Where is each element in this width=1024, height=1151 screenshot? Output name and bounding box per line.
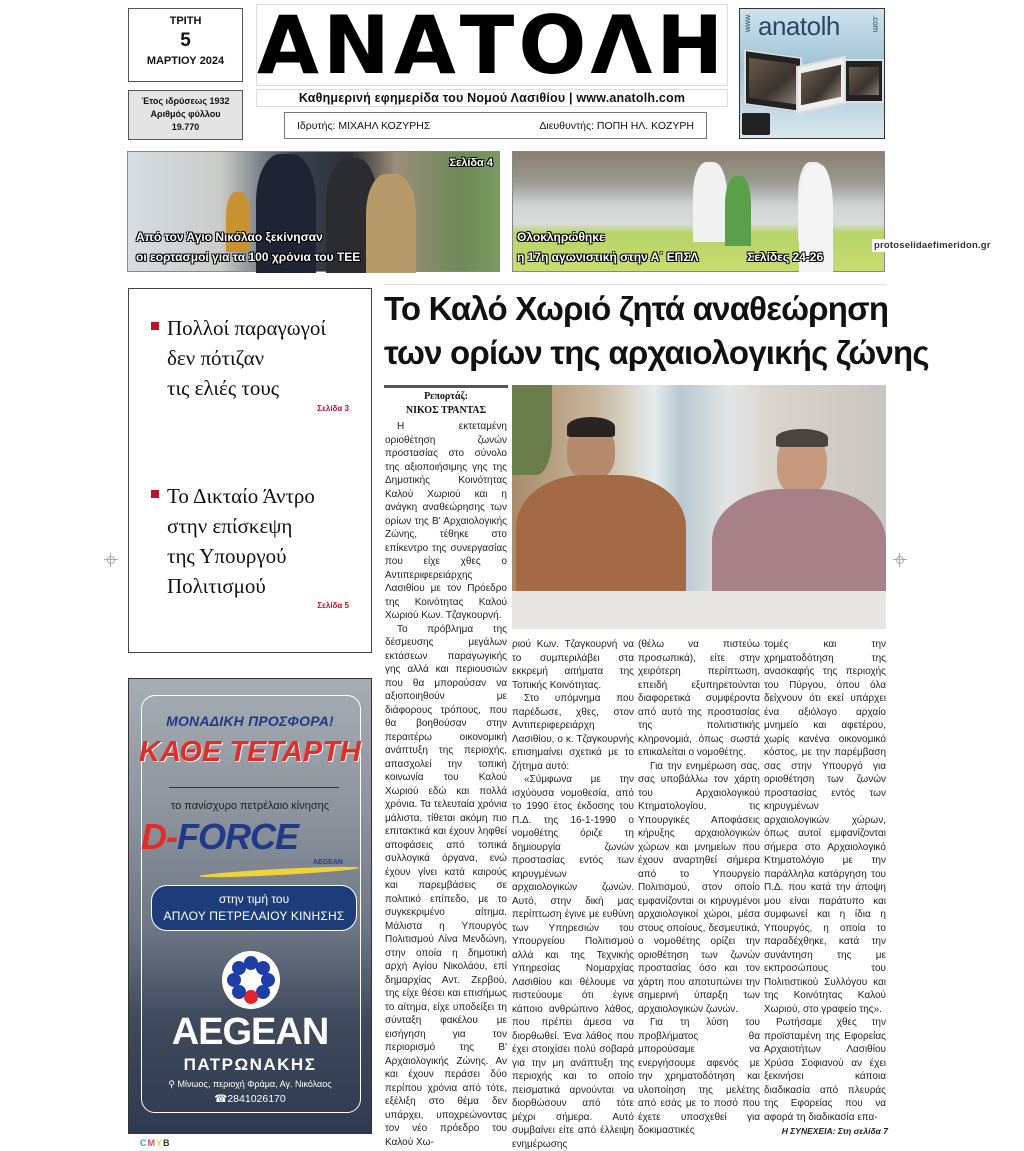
teaser-page-ref: Σελίδα 5 [317,601,349,610]
newspaper-title: ΑΝΑΤΟΛΗ [257,0,728,92]
article-paragraph: «Σύμφωνα με την ισχύουσα νομοθεσία, από το 1990 έτος έκδοσης του Π.Δ. της 16-1-1990 ο νομοθέτης όριζε τη δημιουργία ζωνών προστασίας εντός των κηρυγμένων αρχαιολογικών ζωνών. Αυτό, στην δική μας περίπτωση έγινε με ευθύνη των Υπηρεσιών του Υπουργείου Πολιτισμού αλλά και της Τεχνικής Υπηρεσίας Νομαρχίας Λασιθίου και θέλουμε να πιστεύουμε ότι έγινε κάποιο ανθρώπινο λάθος, που πρέπει άμεσα να διορθωθεί. Ένα λάθος που έχει στοιχίσει πολύ σοβαρά για την μη ανάπτυξη της περιοχής και το οποίο πεισματικά αρνούνται να διορθώσουν από τότε μέχρι σήμερα. Αυτό συμβαίνει είτε από έλλειψη ενημέρωσης [512,774,634,1150]
dforce-logo: D-FORCE [141,816,298,857]
photo-figure [693,162,727,242]
dealer-phone[interactable]: ☎2841026170 [214,1093,286,1105]
date-weekday: ΤΡΙΤΗ [169,15,202,27]
date-month-year: ΜΑΡΤΙΟΥ 2024 [146,55,225,67]
teaser-line: Πολιτισμού [167,574,266,598]
masthead [256,0,728,92]
teasers-box [128,288,372,653]
teaser-line: της Υπουργού [167,544,287,568]
byline-name: ΝΙΚΟΣ ΤΡΑΝΤΑΣ [405,405,487,416]
monitor-illustration [744,49,802,113]
article-byline [384,385,508,418]
aegean-brand: AEGEAN [171,1011,329,1053]
article-paragraph: Το πρόβλημα της δέσμευσης μεγάλων εκτάσεων παραγωγικής γης αλλά και περιουσιών που θα μπορούσαν να αξιοποιηθούν με διάφορους τρόπους, που θα βοηθούσαν στην περαιτέρω οικονομική ανάπτυξη της περιοχής, απασχολεί την τοπική κοινωνία του Καλού Χωριού εδώ και πολλά χρόνια. Τα τελευταία χρόνια μάλιστα, τίθεται ακόμη πιο επιτακτικά και έχουν ληφθεί αποφάσεις από τοπικά συλλογικά όργανα, ενώ έχουν γίνει κατά καιρούς και παρεμβάσεις σε πολιτικό επίπεδο, με το συγκεκριμένο αίτημα. Μάλιστα η Υπουργός Πολιτισμού Λίνα Μενδώνη, στην οποία η δημοτική αρχή Αγίου Νικολάου, επί δημαρχίας Αντ. Ζερβού, της είχε θέσει και επισήμως το αίτημα, είχε υποδείξει τη σύνταξη φακέλου με εισήγηση για τον περιορισμό της Β' Αρχαιολογικής Ζώνης. Αν και έχουν περάσει δύο περίπου χρόνια από τότε, εξέλιξη στο θέμα δεν υπάρχει, υποχρεώνοντας τον νέο πρόεδρο του Καλού Χω- [385,623,507,1148]
teaser-line: τις ελιές τους [167,376,280,400]
bullet-square-icon [151,322,159,330]
bullet-square-icon [151,490,159,498]
web-ad-prefix: www. [743,13,752,33]
teaser-page-ref: Σελίδα 3 [317,404,349,413]
aegean-small-logo: AEGEAN [313,859,343,866]
photo-figure [725,176,751,246]
teaser-line: στην επίσκεψη [167,514,293,538]
tablet-illustration [742,113,770,135]
article-column-4 [764,638,886,1124]
founder-credit: Ιδρυτής: ΜΙΧΑΗΛ ΚΟΖΥΡΗΣ [297,119,431,132]
teaser-diktaio-cave[interactable] [151,481,315,601]
registration-mark-left [104,553,118,567]
continued-on-page-link[interactable]: Η ΣΥΝΕΧΕΙΑ: Στη σελίδα 7 [770,1126,888,1137]
top-story-caption-line: η 17η αγωνιστική στην Α΄ ΕΠΣΛ [517,250,699,264]
masthead-tagline: Καθημερινή εφημερίδα του Νομού Λασιθίου | www.anatolh.com [256,89,728,107]
issue-label: Αριθμός φύλλου [150,109,221,119]
phone-icon: ☎ [214,1093,228,1105]
dealer-name: ΠΑΤΡΩΝΑΚΗΣ [183,1055,317,1074]
ad-divider [169,787,339,788]
top-story-photo-tee[interactable] [127,151,500,272]
top-story-photo-football[interactable] [512,151,885,272]
top-story-caption-line: Από τον Άγιο Νικόλαο ξεκίνησαν [136,230,323,244]
teaser-line: δεν πότιζαν [167,346,265,370]
article-paragraph: ριού Κων. Τζαγκουρνή να το συμπεριλάβει στα εκκρεμή αιτήματα της Τοπικής Κοινότητας. [512,639,634,691]
web-ad-brand: anatolh [758,11,840,41]
issue-info-box [128,90,243,140]
article-paragraph: Ρωτήσαμε χθες την προϊσταμένη της Εφορείας Αρχαιοτήτων Λασιθίου Χρύσα Σοφιανού αν έχει ξεκινήσει κάποια διαδικασία από πλευράς της Εφορείας που να αφορά τη διαδικασία επα- [764,1017,886,1123]
pill-line: ΑΠΛΟΥ ΠΕΤΡΕΛΑΙΟΥ ΚΙΝΗΣΗΣ [163,909,345,923]
top-story-page-ref: Σελίδες 24-26 [747,250,824,264]
top-story-page-ref: Σελίδα 4 [449,157,493,169]
article-paragraph: Στο υπόμνημα που παρέδωσε, χθες, στον Αντιπεριφερειάρχη Λασιθίου, ο κ. Τζαγκουρνής επισημαίνει σχετικά με το ζήτημα αυτό: [512,693,634,772]
founded-year: Έτος ιδρύσεως 1932 [141,96,230,106]
article-paragraph: Για τη λύση του προβλήματος θα μπορούσαμε να ενεργήσουμε αφενός με την χρηματοδότηση και υλοποίηση της μελέτης από εσάς με το ποσό που έχετε υποσχεθεί για δοκιμαστικές [638,1017,760,1136]
main-article-headline[interactable] [384,284,929,380]
headline-line: Το Καλό Χωριό ζητά αναθεώρηση [384,290,889,327]
dealer-address: ⚲ Μίνωος, περιοχή Φράμα, Αγ. Νικόλαος [168,1079,332,1089]
plant-shape [512,385,552,475]
top-story-caption-line: Ολοκληρώθηκε [517,230,605,244]
monitor-illustration [796,56,846,115]
article-column-3 [638,638,760,1136]
byline-label: Ρεπορτάζ: [424,391,468,402]
article-paragraph: Για την ενημέρωση σας, σας υποβάλλω τον χάρτη του Αρχαιολογικού Κτηματολογίου, τις Υπουργικές Αποφάσεις κήρυξης αρχαιολογικών χώρων και μνημείων που έχουν αναρτηθεί σήμερα από το Υπουργείο Πολιτισμού, στον οποίο εμφανίζονται οι κηρυγμένοι αρχαιολογικοί χώροι, μέσα στους οποίους, δεσμευτικά, ο νομοθέτης ορίζει την οριοθέτηση των ζωνών προστασίας όσο και τον χάρτη που αποτυπώνει την σημερινή ύπαρξη των αρχαιολογικών ζωνών. [638,760,760,1015]
director-credit: Διευθυντής: ΠΟΠΗ ΗΛ. ΚΟΖΥΡΗ [539,119,694,132]
top-story-caption-line: οι εορτασμοί για τα 100 χρόνια του ΤΕΕ [136,250,361,264]
photo-figure [366,174,416,273]
article-paragraph: (θέλω να πιστεύω προσωπικά), είτε στην χειρότερη περίπτωση, επειδή εξυπηρετούνται διαφορετικά συμφέροντα από αυτό της προστασίας της πολιτιστικής κληρονομιά, όπως σωστά επικαλείται ο νομοθέτης. [638,639,760,758]
table-papers [512,591,886,629]
article-paragraph: Η εκτεταμένη οριοθέτηση ζωνών προστασίας στο σύνολο της αξιοποιήσιμης γης της Δημοτικής Κοινότητας Καλού Χωριού και η ανάγκη αναθεώρησης των ορίων της Β' Αρχαιολογικής Ζώνης, τέθηκε στο επίκεντρο της συνεργασίας που είχε χθες ο Αντιπεριφερειάρχης Λασιθίου με τον Πρόεδρο της Κοινότητας Καλού Χωριού Κων. Τζαγκουρνή. [385,421,507,621]
founders-bar [284,112,707,139]
article-column-2 [512,638,634,1150]
date-box [128,8,243,82]
registration-mark-right [893,553,907,567]
issue-number: 19.770 [171,122,200,132]
ad-price-pill [151,885,357,931]
headline-line: των ορίων της αρχαιολογικής ζώνης [384,334,929,371]
color-registration-marks: CMYB [140,1138,171,1148]
website-ad[interactable] [739,8,885,139]
person-hair [567,417,615,437]
ad-offer-line: ΜΟΝΑΔΙΚΗ ΠΡΟΣΦΟΡΑ! [166,713,334,729]
location-pin-icon: ⚲ [168,1079,178,1089]
teaser-line: Πολλοί παραγωγοί [167,316,327,340]
aegean-advertisement[interactable] [128,678,372,1134]
person-sweater [516,475,686,605]
web-ad-suffix: .com [871,15,880,33]
teaser-olive-growers[interactable] [151,313,326,403]
article-column-1 [385,420,507,1148]
source-watermark: protoselidaefimeridon.gr [874,240,991,251]
ad-subtitle: το πανίσχυρο πετρέλαιο κίνησης [170,800,330,812]
date-day: 5 [180,30,191,51]
monitor-illustration [844,59,884,103]
teaser-line: Το Δικταίο Άντρο [167,484,315,508]
article-paragraph: τομές και την χρηματοδότηση της ανασκαφής της περιοχής του Πύργου, όπου όλα δείχνουν ότι εκεί υπάρχει ένα αξιόλογο αρχαίο μνημείο και αφετέρου, χωρίς κανένα οικονομικό κόστος, με την παρέμβαση σας στην Υπουργό για οριοθέτηση των ζωνών προστασίας εντός των κηρυγμένων αρχαιολογικών χώρων, όπως αυτοί εμφανίζονται σήμερα στο Αρχαιολογικό Κτηματολόγιο με την παράλληλα κατάργηση του Π.Δ. που κατά την άποψη μου είναι παράτυπο και συμφωνεί και η ίδια η Υπουργός, η οποία το παραδέχθηκε, κατά την συνάντηση της με εκπροσώπους του Πολιτιστικού Συλλόγου και της Κοινότητας Καλού Χωριού, στο γραφείο της». [764,639,886,1015]
ad-day-line: ΚΑΘΕ ΤΕΤΑΡΤΗ [139,736,361,768]
aegean-star-logo-icon [222,951,280,1009]
person-hair [776,429,828,447]
pill-line: στην τιμή του [218,892,290,906]
main-article-photo[interactable] [512,385,886,629]
